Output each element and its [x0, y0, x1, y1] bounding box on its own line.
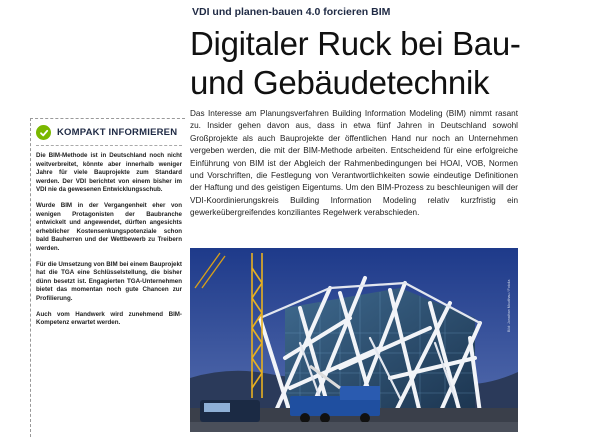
article-headline	[190, 24, 590, 102]
article-kicker: VDI und planen-bauen 4.0 forcieren BIM	[192, 6, 391, 18]
headline-line-1: Digitaler Ruck bei Bau-	[190, 25, 521, 62]
body-paragraph: Das Interesse am Planungsverfahren Building Information Modeling (BIM) nimmt rasant zu. Insider gehen davon aus, dass in etwa fünf Jahren in Deutschland sowohl Großprojekte als auch Bauprojekte der öffentlichen Hand nur noch an Unternehmen vergeben werden, die mit der BIM-Methode arbeiten. Entscheidend für eine erfolgreiche Einführung von BIM ist der Abgleich der Rahmenbedingungen bei HOAI, VOB, Normen und Vorschriften, die Festlegung von Verantwortlichkeiten sowie eindeutige Definitionen der Haftung und des geistigen Eigentums. Um den BIM-Prozess zu beschleunigen will der VDI-Koordinierungskreis Building Information Modeling relativ kurzfristig ein gewerkeübergreifendes konziliantes Regelwerk verabschieden.	[190, 109, 518, 218]
sidebar-paragraph: Für die Umsetzung von BIM bei einem Bauprojekt hat die TGA eine Schlüsselstellung, die bisher dünn besetzt ist. Engagierten TGA-Unternehmen bietet das momentan noch gute Chancen zur Profilierung.	[36, 260, 182, 302]
article-body	[190, 108, 518, 220]
headline-line-2: und Gebäudetechnik	[190, 64, 490, 101]
article-photo	[190, 248, 518, 432]
sidebar-header	[36, 125, 177, 140]
sidebar-paragraph: Die BIM-Methode ist in Deutschland noch nicht weitverbreitet, könnte aber innerhalb weniger Jahre für viele Bauprojekte zum Standard werden. Der VDI berichtet von einem bisher im VDI nie da gewesenen Entwicklungsschub.	[36, 152, 182, 194]
sidebar-divider	[36, 145, 182, 146]
building-photo	[190, 248, 518, 432]
sidebar-paragraph: Wurde BIM in der Vergangenheit eher von wenigen Protagonisten der Baubranche entwickelt und angewendet, dürften angesichts erheblicher Kostensenkungspotenziale schon bald Bauherren und der Wettbewerb zu Treibern werden.	[36, 201, 182, 252]
sidebar-paragraph: Auch vom Handwerk wird zunehmend BIM-Kompetenz erwartet werden.	[36, 310, 182, 327]
sidebar-text	[36, 152, 182, 335]
sidebar-title: KOMPAKT INFORMIEREN	[57, 127, 178, 138]
check-circle-icon	[36, 125, 51, 140]
photo-credit: Bild: Jonathan Moulthau / Fotolia	[507, 279, 511, 332]
